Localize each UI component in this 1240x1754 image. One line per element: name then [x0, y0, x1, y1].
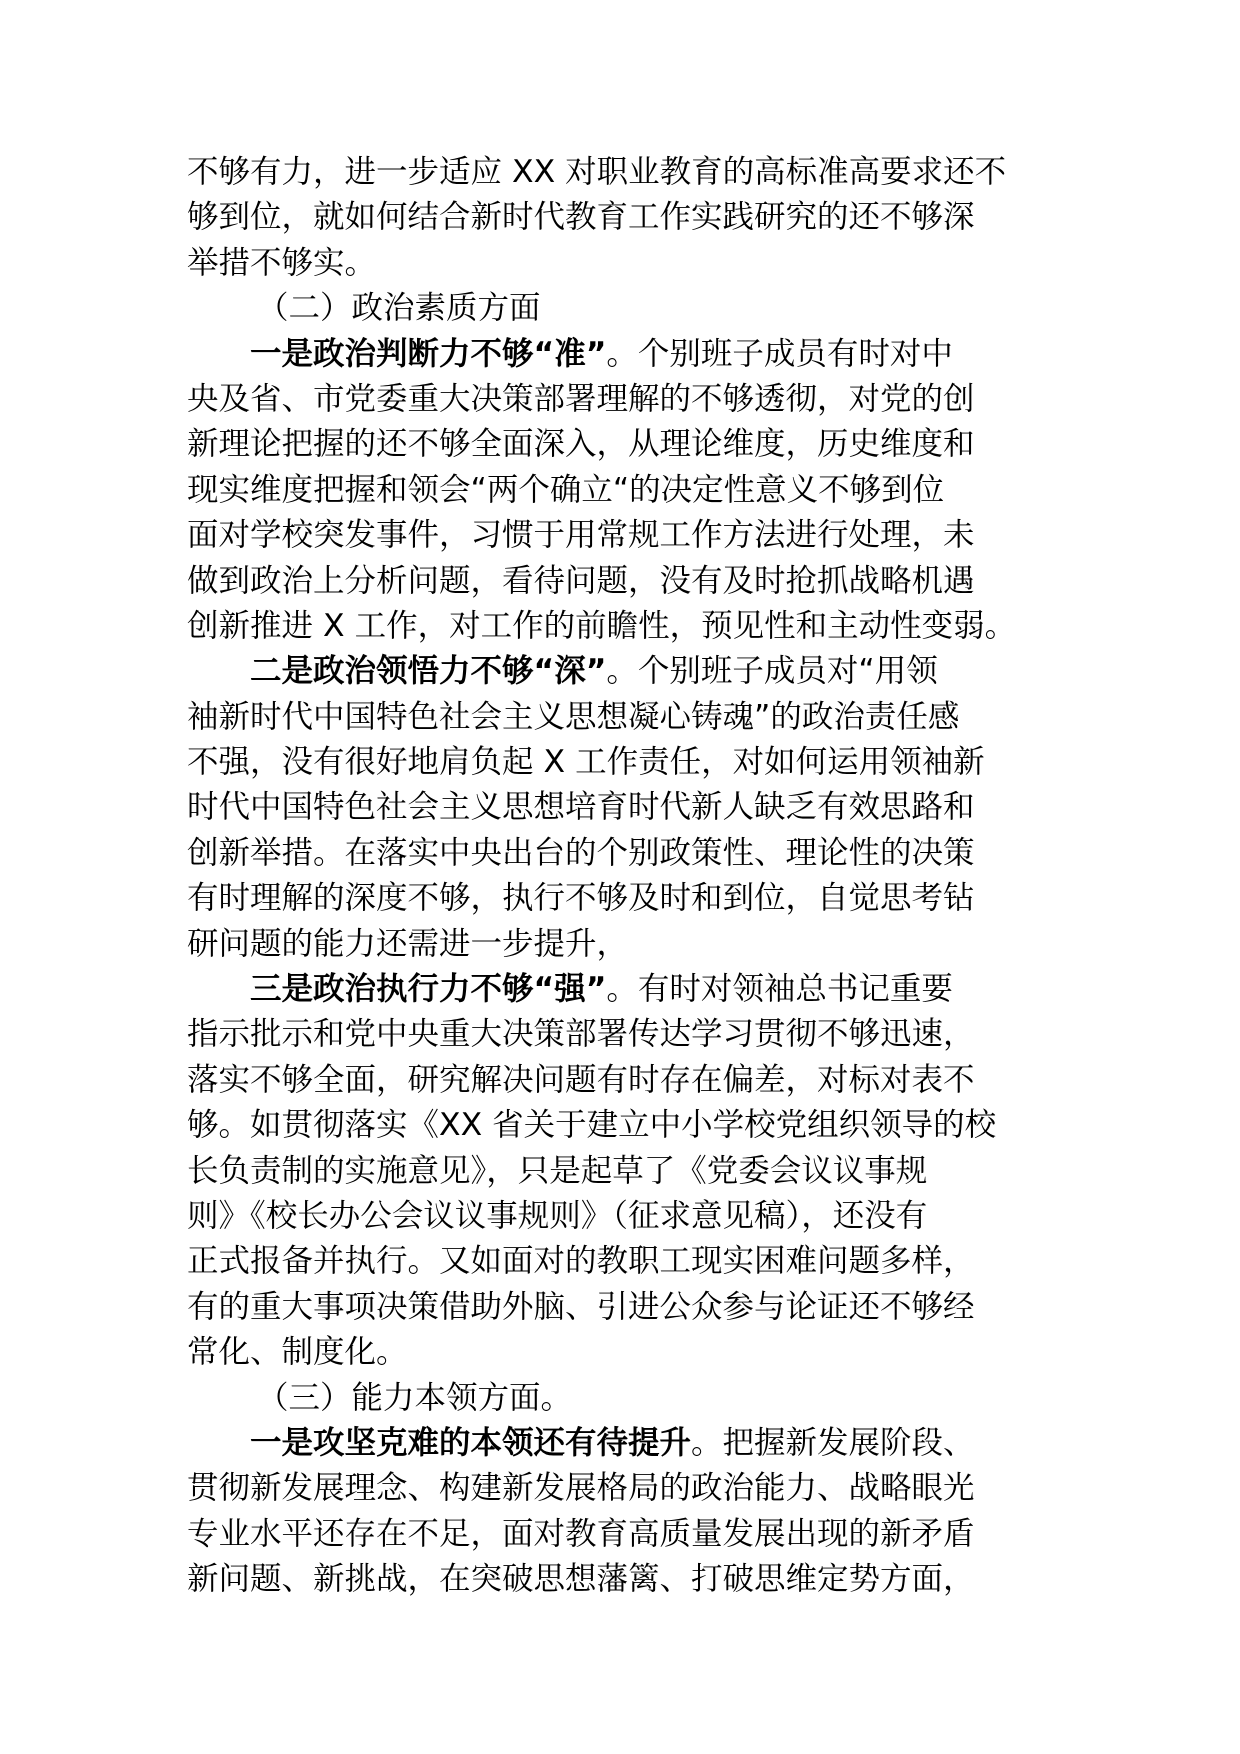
body-line: 新理论把握的还不够全面深入，从理论维度，历史维度和	[187, 426, 975, 463]
paragraph-lead-text: 。把握新发展阶段、	[691, 1424, 975, 1461]
paragraph-lead-line	[187, 967, 1057, 1012]
body-line: 有的重大事项决策借助外脑、引进公众参与论证还不够经	[187, 1288, 975, 1325]
body-line: 现实维度把握和领会“两个确立“的决定性意义不够到位	[187, 471, 945, 508]
section-heading-politics: （二）政治素质方面	[257, 290, 541, 327]
body-line: 常化、制度化。	[187, 1334, 408, 1371]
paragraph-lead-text: 。有时对领袖总书记重要	[606, 971, 953, 1008]
body-line: 不强，没有很好地肩负起 X 工作责任，对如何运用领袖新	[187, 744, 985, 781]
body-line: 央及省、市党委重大决策部署理解的不够透彻，对党的创	[187, 380, 975, 417]
body-line: 则》《校长办公会议议事规则》（征求意见稿），还没有	[187, 1197, 928, 1234]
body-line: 做到政治上分析问题，看待问题，没有及时抢抓战略机遇	[187, 562, 975, 599]
body-line: 有时理解的深度不够，执行不够及时和到位，自觉思考钻	[187, 880, 975, 917]
body-line: 专业水平还存在不足，面对教育高质量发展出现的新矛盾	[187, 1515, 975, 1552]
body-line: 指示批示和党中央重大决策部署传达学习贯彻不够迅速，	[187, 1016, 975, 1053]
body-line: 贯彻新发展理念、构建新发展格局的政治能力、战略眼光	[187, 1470, 975, 1507]
document-page	[187, 150, 1057, 1603]
paragraph-lead-line	[187, 649, 1057, 694]
body-line: 不够有力，进一步适应 XX 对职业教育的高标准高要求还不	[187, 154, 1007, 190]
paragraph-lead-heading: 一是政治判断力不够“准”	[250, 335, 607, 372]
body-line: 正式报备并执行。又如面对的教职工现实困难问题多样，	[187, 1243, 975, 1280]
body-line: 创新举措。在落实中央出台的个别政策性、理论性的决策	[187, 834, 975, 871]
body-line: 新问题、新挑战，在突破思想藩篱、打破思维定势方面，	[187, 1561, 975, 1598]
body-line: 举措不够实。	[187, 244, 377, 281]
paragraph-lead-heading: 二是政治领悟力不够“深”	[250, 653, 607, 690]
body-line: 研问题的能力还需进一步提升，	[187, 925, 629, 962]
paragraph-lead-heading: 一是攻坚克难的本领还有待提升	[250, 1424, 692, 1461]
body-line: 长负责制的实施意见》，只是起草了《党委会议议事规	[187, 1152, 928, 1189]
body-line: 落实不够全面，研究解决问题有时存在偏差，对标对表不	[187, 1061, 975, 1098]
section-heading-ability: （三）能力本领方面。	[257, 1379, 573, 1416]
body-line: 创新推进 X 工作，对工作的前瞻性，预见性和主动性变弱。	[187, 607, 1017, 644]
paragraph-lead-line	[187, 1421, 1057, 1466]
body-line: 袖新时代中国特色社会主义思想凝心铸魂”的政治责任感	[187, 698, 960, 735]
body-line: 够到位，就如何结合新时代教育工作实践研究的还不够深	[187, 199, 975, 236]
paragraph-lead-heading: 三是政治执行力不够“强”	[250, 971, 607, 1008]
body-line: 够。如贯彻落实《XX 省关于建立中小学校党组织领导的校	[187, 1107, 997, 1144]
paragraph-lead-line	[187, 332, 1057, 377]
body-line: 时代中国特色社会主义思想培育时代新人缺乏有效思路和	[187, 789, 975, 826]
paragraph-lead-text: 。个别班子成员对“用领	[606, 653, 938, 690]
body-line: 面对学校突发事件，习惯于用常规工作方法进行处理，未	[187, 517, 975, 554]
paragraph-lead-text: 。个别班子成员有时对中	[606, 335, 953, 372]
